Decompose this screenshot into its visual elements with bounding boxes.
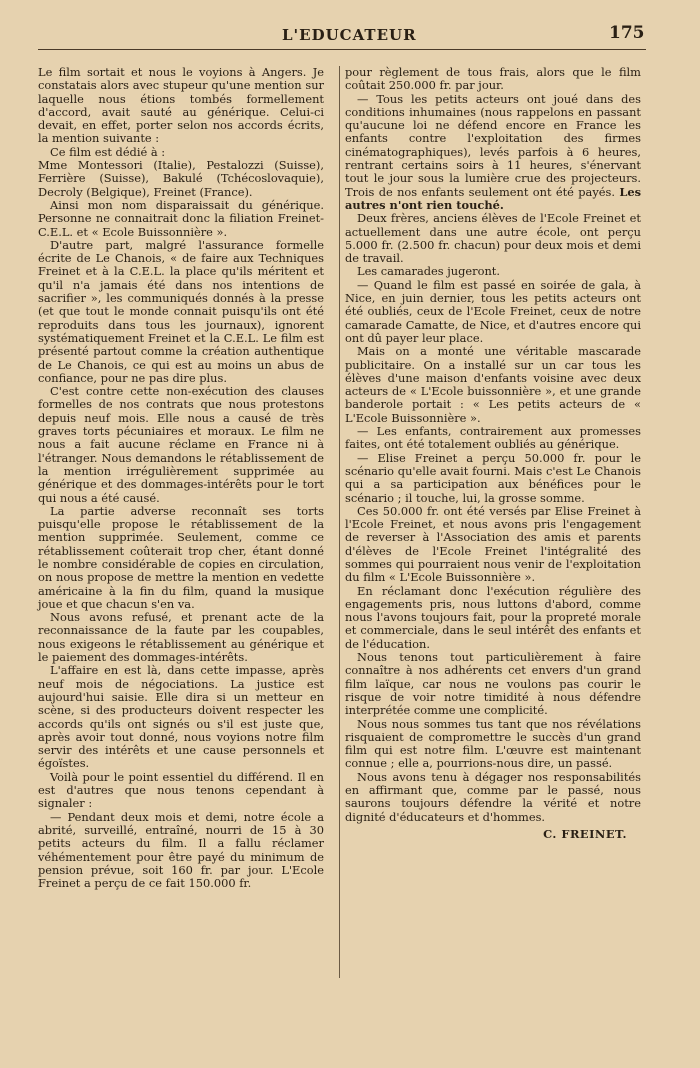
paragraph: Nous avons refusé, et prenant acte de la reconnaissance de la faute par les coupables, nous exigeons le rétablissement au générique et le paiement des dommages-intérêts. <box>38 610 324 665</box>
paragraph: Ce film est dédié à : <box>50 144 166 159</box>
running-header <box>0 23 700 50</box>
right-column <box>345 66 641 986</box>
paragraph: — Elise Freinet a perçu 50.000 fr. pour le scénario qu'elle avait fourni. Mais c'est Le Chanois qui a sa participation aux bénéfices pour le scénario ; il touche, lui, la grosse somme. <box>345 450 641 505</box>
header-rule <box>38 49 646 50</box>
paragraph <box>345 66 641 93</box>
paragraph: En réclamant donc l'exécution régulière des engagements pris, nous luttons d'abord, comme nous l'avons toujours fait, pour la propreté morale et commerciale, dans le seul intérêt des enfants et de l'éducation. <box>345 583 641 651</box>
paragraph: — Les enfants, contrairement aux promesses faites, ont été totalement oubliés au générique. <box>345 424 641 452</box>
paragraph: Nous nous sommes tus tant que nos révélations risquaient de compromettre le succès d'un grand film qui est notre film. L'œuvre est maintenant connue ; elle a, pourrions-nous dire, un passé. <box>345 716 641 771</box>
paragraph: Les camarades jugeront. <box>357 264 501 279</box>
column-divider <box>339 66 340 978</box>
paragraph: Deux frères, anciens élèves de l'Ecole Freinet et actuellement dans une autre école, ont perçu 5.000 fr. (2.500 fr. chacun) pour deux mois et demi de travail. <box>345 211 641 266</box>
paragraph: Le film sortait et nous le voyions à Angers. Je constatais alors avec stupeur qu'une mention sur laquelle nous étions tombés formellement d'accord, avait sauté au générique. Celui-ci devait, en effet, porter selon nos accords écrits, la mention suivante : <box>38 65 324 146</box>
paragraph: Mais on a monté une véritable mascarade publicitaire. On a installé sur un car tous les élèves d'une maison d'enfants voisine avec deux acteurs de « L'Ecole buissonnière », et une grande banderole portait : « Les petits acteurs de « L'Ecole Buissonnière ». <box>345 344 641 425</box>
paragraph-text: pour règlement de tous frais, alors que le film coûtait 250.000 fr. par jour. <box>345 65 641 93</box>
paragraph: D'autre part, malgré l'assurance formelle écrite de Le Chanois, « de faire aux Techniques Freinet et à la C.E.L. la place qu'ils méritent et qu'il n'a jamais été dans nos intentions de sacrifier », les communiqués donnés à la presse (et que tout le monde connait puisqu'ils ont été reproduits dans tous les journaux), ignorent systématiquement Freinet et la C.E.L. Le film est présenté partout comme la création authentique de Le Chanois, ce qui est au moins un abus de confiance, pour ne pas dire plus. <box>38 237 324 385</box>
paragraph: — Pendant deux mois et demi, notre école a abrité, surveillé, entraîné, nourri de 15 à 30 petits acteurs du film. Il a fallu réclamer véhémentement pour être payé du minimum de pension prévue, soit 160 fr. par jour. L'Ecole Freinet a perçu de ce fait 150.000 fr. <box>38 809 324 891</box>
emphasis-text: Les autres n'ont rien touché. <box>345 184 641 212</box>
left-column <box>38 66 324 986</box>
paragraph: — Quand le film est passé en soirée de gala, à Nice, en juin dernier, tous les petits acteurs ont été oubliés, ceux de l'Ecole Freinet, ceux de notre camarade Camatte, de Nice, et d'autres encore qui ont dû payer leur place. <box>345 277 641 345</box>
paragraph-text: — Tous les petits acteurs ont joué dans des conditions inhumaines (nous rappelons en passant qu'aucune loi ne défend encore en France les enfants contre l'exploitation des firmes cinématographiques), levés parfois à 6 heures, rentrant certains soirs à 11 heures, s'énervant tout le jour sous la lumière crue des projecteurs. Trois de nos enfants seulement ont été payés. <box>345 91 641 199</box>
paragraph: Ces 50.000 fr. ont été versés par Elise Freinet à l'Ecole Freinet, et nous avons pris l'engagement de reverser à l'Association des amis et parents d'élèves de l'Ecole Freinet l'intégralité des sommes qui pourraient nous venir de l'exploitation du film « L'Ecole Buissonnière ». <box>345 503 641 585</box>
paragraph: Mme Montessori (Italie), Pestalozzi (Suisse), Ferrière (Suisse), Bakulé (Tchécoslovaquie), Decroly (Belgique), Freinet (France). <box>38 158 324 199</box>
paragraph: Nous avons tenu à dégager nos responsabilités en affirmant que, comme par le passé, nous saurons toujours défendre la vérité et notre dignité d'éducateurs et d'hommes. <box>345 769 641 824</box>
paragraph: Ainsi mon nom disparaissait du générique. Personne ne connaitrait donc la filiation Freinet-C.E.L. et « Ecole Buissonnière ». <box>38 197 324 239</box>
journal-title: L'EDUCATEUR <box>282 26 417 44</box>
author-signature: C. FREINET. <box>543 826 627 841</box>
page-number: 175 <box>609 23 645 43</box>
paragraph: L'affaire en est là, dans cette impasse, après neuf mois de négociations. La justice est aujourd'hui saisie. Elle dira si un metteur en scène, si des producteurs doivent respecter les accords qu'ils ont signés ou s'il est juste que, après avoir tout donné, nous voyions notre film servir des intérêts et une cause personnels et égoïstes. <box>38 663 324 771</box>
paragraph: Voilà pour le point essentiel du différend. Il en est d'autres que nous tenons cependant à signaler : <box>38 769 324 811</box>
paragraph <box>345 93 641 213</box>
paragraph: Nous tenons tout particulièrement à faire connaître à nos adhérents cet envers d'un grand film laïque, car nous ne voulons pas courir le risque de voir notre timidité à nous défendre interprétée comme une complicité. <box>345 650 641 718</box>
paragraph: La partie adverse reconnaît ses torts puisqu'elle propose le rétablissement de la mention supprimée. Seulement, comme ce rétablissement coûterait trop cher, étant donné le nombre considérable de copies en circulation, on nous propose de mettre la mention en vedette américaine à la fin du film, quand la musique joue et que chacun s'en va. <box>38 503 324 611</box>
paragraph: C'est contre cette non-exécution des clauses formelles de nos contrats que nous protestons depuis neuf mois. Elle nous a causé de très graves torts pécuniaires et moraux. Le film ne nous a fait aucune réclame en France ni à l'étranger. Nous demandons le rétablissement de la mention irrégulièrement supprimée au générique et des dommages-intérêts pour le tort qui nous a été causé. <box>38 384 324 505</box>
